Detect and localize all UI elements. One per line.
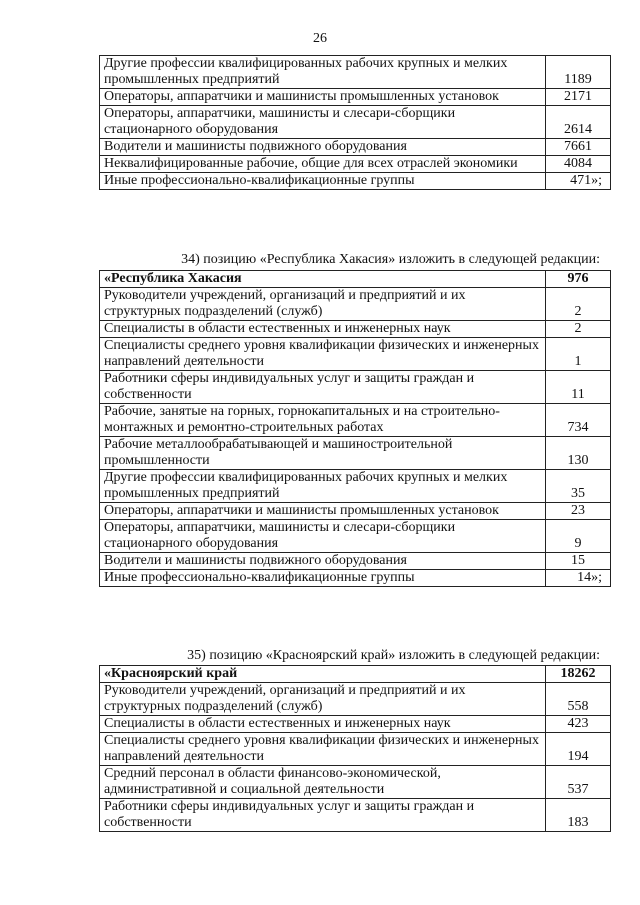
section-35-intro: 35) позицию «Красноярский край» изложить в следующей редакции: [187,648,600,663]
table-row [100,56,611,89]
row-label: Другие профессии квалифицированных рабочих крупных и мелких промышленных предприятий [100,470,546,503]
row-label: Специалисты в области естественных и инженерных наук [100,716,546,733]
page-number: 26 [313,31,327,46]
table-khakassia [99,270,611,587]
table-krasnoyarsk [99,665,611,832]
row-value: 35 [546,470,611,503]
row-value: 7661 [546,139,611,156]
table-row [100,733,611,766]
row-value: 23 [546,503,611,520]
table-row [100,503,611,520]
row-label: Специалисты в области естественных и инженерных наук [100,321,546,338]
row-label: Рабочие, занятые на горных, горнокапитальных и на строительно-монтажных и ремонтно-строительных работах [100,404,546,437]
row-label: Иные профессионально-квалификационные группы [100,570,546,587]
region-name: «Республика Хакасия [100,271,546,288]
row-value: 183 [546,799,611,832]
table-row [100,321,611,338]
table-row [100,799,611,832]
table-row [100,716,611,733]
row-label: Рабочие металлообрабатывающей и машиностроительной промышленности [100,437,546,470]
table-header-row [100,666,611,683]
table-row [100,570,611,587]
row-label: Иные профессионально-квалификационные группы [100,173,546,190]
row-value: 130 [546,437,611,470]
region-total: 18262 [546,666,611,683]
row-label: Операторы, аппаратчики и машинисты промышленных установок [100,89,546,106]
row-value: 9 [546,520,611,553]
table-row [100,338,611,371]
row-value: 1189 [546,56,611,89]
row-value: 194 [546,733,611,766]
row-label: Операторы, аппаратчики и машинисты промышленных установок [100,503,546,520]
row-value: 471»; [546,173,611,190]
table-header-row [100,271,611,288]
table-row [100,89,611,106]
row-label: Руководители учреждений, организаций и предприятий и их структурных подразделений (служб) [100,683,546,716]
row-value: 2614 [546,106,611,139]
row-value: 537 [546,766,611,799]
section-34-intro: 34) позицию «Республика Хакасия» изложить в следующей редакции: [181,252,600,267]
row-value: 4084 [546,156,611,173]
table-continuation [99,55,611,190]
row-label: Водители и машинисты подвижного оборудования [100,139,546,156]
row-value: 423 [546,716,611,733]
table-row [100,288,611,321]
row-value: 2 [546,288,611,321]
row-value: 2171 [546,89,611,106]
table-row [100,371,611,404]
table-row [100,173,611,190]
row-label: Работники сферы индивидуальных услуг и защиты граждан и собственности [100,799,546,832]
row-label: Специалисты среднего уровня квалификации физических и инженерных направлений деятельности [100,338,546,371]
region-name: «Красноярский край [100,666,546,683]
row-value: 14»; [546,570,611,587]
table-row [100,156,611,173]
row-label: Операторы, аппаратчики, машинисты и слесари-сборщики стационарного оборудования [100,520,546,553]
row-label: Операторы, аппаратчики, машинисты и слесари-сборщики стационарного оборудования [100,106,546,139]
table-row [100,766,611,799]
table-row [100,139,611,156]
row-label: Водители и машинисты подвижного оборудования [100,553,546,570]
row-label: Средний персонал в области финансово-экономической, административной и социальной деятельности [100,766,546,799]
row-label: Специалисты среднего уровня квалификации физических и инженерных направлений деятельности [100,733,546,766]
row-label: Работники сферы индивидуальных услуг и защиты граждан и собственности [100,371,546,404]
row-label: Другие профессии квалифицированных рабочих крупных и мелких промышленных предприятий [100,56,546,89]
row-value: 15 [546,553,611,570]
table-row [100,404,611,437]
row-value: 11 [546,371,611,404]
table-row [100,683,611,716]
table-row [100,470,611,503]
row-label: Неквалифицированные рабочие, общие для всех отраслей экономики [100,156,546,173]
table-row [100,106,611,139]
region-total: 976 [546,271,611,288]
row-value: 734 [546,404,611,437]
row-label: Руководители учреждений, организаций и предприятий и их структурных подразделений (служб) [100,288,546,321]
table-row [100,437,611,470]
row-value: 2 [546,321,611,338]
row-value: 558 [546,683,611,716]
row-value: 1 [546,338,611,371]
table-row [100,553,611,570]
table-row [100,520,611,553]
